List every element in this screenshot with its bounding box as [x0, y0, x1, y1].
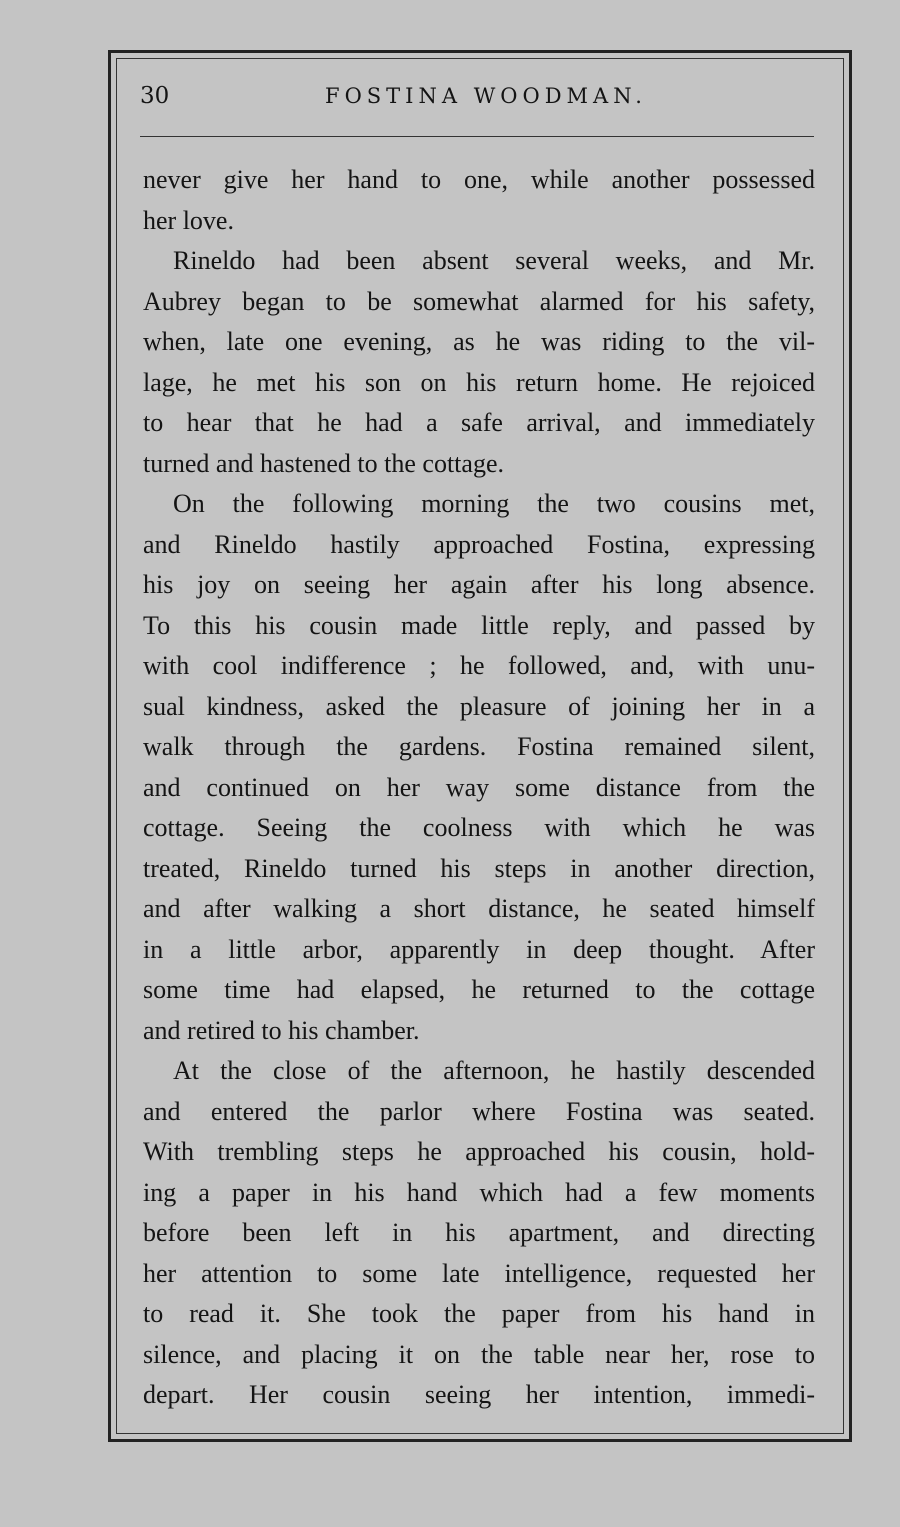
text-line: With trembling steps he approached his cousin, hold-: [143, 1137, 815, 1166]
page-number: 30: [140, 83, 170, 109]
text-line: to read it. She took the paper from his hand in: [143, 1299, 815, 1328]
page-header: [140, 80, 816, 116]
text-line: lage, he met his son on his return home. He rejoiced: [143, 367, 815, 397]
text-line: cottage. Seeing the coolness with which he was: [143, 813, 815, 842]
text-line: before been left in his apartment, and directing: [143, 1218, 815, 1247]
text-line: her love.: [143, 205, 234, 235]
text-line: and Rineldo hastily approached Fostina, expressing: [143, 529, 815, 559]
text-line: her attention to some late intelligence, requested her: [143, 1258, 815, 1288]
text-line: with cool indifference ; he followed, and, with unu-: [143, 651, 815, 680]
header-rule: [140, 136, 814, 137]
text-line: and entered the parlor where Fostina was seated.: [143, 1096, 815, 1126]
text-line: in a little arbor, apparently in deep thought. After: [143, 934, 815, 964]
body-text: [143, 160, 815, 1416]
text-line: ing a paper in his hand which had a few moments: [143, 1177, 815, 1207]
text-line: when, late one evening, as he was riding to the vil-: [143, 327, 815, 356]
text-line: Aubrey began to be somewhat alarmed for his safety,: [143, 286, 815, 316]
text-line: On the following morning the two cousins met,: [173, 489, 815, 518]
text-line: and retired to his chamber.: [143, 1015, 420, 1045]
text-line: To this his cousin made little reply, and passed by: [143, 610, 815, 640]
text-line: At the close of the afternoon, he hastily descended: [173, 1056, 815, 1085]
text-line: treated, Rineldo turned his steps in another direction,: [143, 853, 815, 883]
text-line: Rineldo had been absent several weeks, and Mr.: [173, 246, 815, 275]
text-line: silence, and placing it on the table near her, rose to: [143, 1339, 815, 1369]
text-line: to hear that he had a safe arrival, and immediately: [143, 408, 815, 437]
text-line: sual kindness, asked the pleasure of joining her in a: [143, 691, 815, 721]
text-line: some time had elapsed, he returned to the cottage: [143, 975, 815, 1004]
text-line: and after walking a short distance, he seated himself: [143, 894, 815, 923]
running-title: FOSTINA WOODMAN.: [325, 84, 647, 108]
text-line: depart. Her cousin seeing her intention, immedi-: [143, 1380, 815, 1409]
text-line: walk through the gardens. Fostina remained silent,: [143, 732, 815, 761]
text-line: turned and hastened to the cottage.: [143, 448, 504, 478]
text-line: and continued on her way some distance from the: [143, 772, 815, 802]
text-line: his joy on seeing her again after his long absence.: [143, 570, 815, 599]
text-line: never give her hand to one, while another possessed: [143, 165, 815, 194]
